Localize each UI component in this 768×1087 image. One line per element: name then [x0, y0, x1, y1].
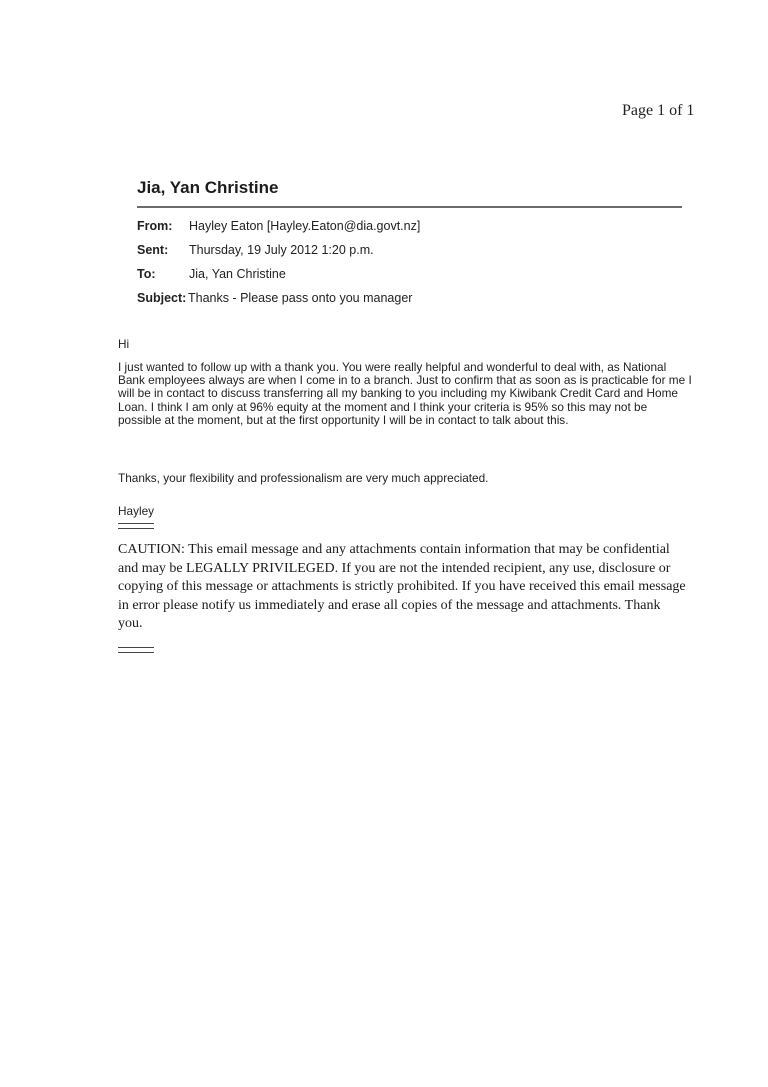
body-paragraph-1 — [118, 361, 690, 427]
caution-line: you. — [118, 616, 143, 631]
caution-line: CAUTION: This email message and any attachments contain information that may be confidential — [118, 542, 670, 557]
from-label: From: — [137, 219, 173, 233]
to-value: Jia, Yan Christine — [189, 267, 286, 281]
mailbox-owner-name: Jia, Yan Christine — [137, 178, 279, 197]
body-line: possible at the moment, but at the first opportunity I will be in contact to talk about this. — [118, 412, 569, 427]
header-divider — [137, 206, 682, 208]
body-line: Loan. I think I am only at 96% equity at the moment and I think your criteria is 95% so this may not be — [118, 399, 648, 414]
body-paragraph-2: Thanks, your flexibility and professionalism are very much appreciated. — [118, 471, 489, 485]
greeting: Hi — [118, 337, 130, 351]
caution-line: in error please notify us immediately and erase all copies of the message and attachments. Thank — [118, 597, 661, 613]
signature: Hayley — [118, 504, 155, 518]
subject-value: Thanks - Please pass onto you manager — [188, 291, 413, 305]
page-number: Page 1 of 1 — [622, 102, 695, 119]
sent-value: Thursday, 19 July 2012 1:20 p.m. — [189, 243, 374, 257]
separator — [118, 523, 154, 529]
body-line: Bank employees always are when I come in to a branch. Just to confirm that as soon as is practicable for me I — [118, 373, 692, 388]
caution-line: and may be LEGALLY PRIVILEGED. If you are not the intended recipient, any use, disclosure or — [118, 560, 671, 576]
caution-line: copying of this message or attachments is strictly prohibited. If you have received this email message — [118, 579, 686, 594]
caution-notice — [118, 541, 693, 634]
body-line: I just wanted to follow up with a thank you. You were really helpful and wonderful to deal with, as National — [118, 360, 667, 374]
to-label: To: — [137, 267, 156, 281]
body-line: will be in contact to discuss transferring all my banking to you including my Kiwibank Credit Card and Home — [118, 386, 678, 401]
sent-label: Sent: — [137, 243, 169, 257]
from-value: Hayley Eaton [Hayley.Eaton@dia.govt.nz] — [189, 219, 421, 233]
separator — [118, 647, 154, 653]
subject-label: Subject: — [137, 291, 187, 305]
